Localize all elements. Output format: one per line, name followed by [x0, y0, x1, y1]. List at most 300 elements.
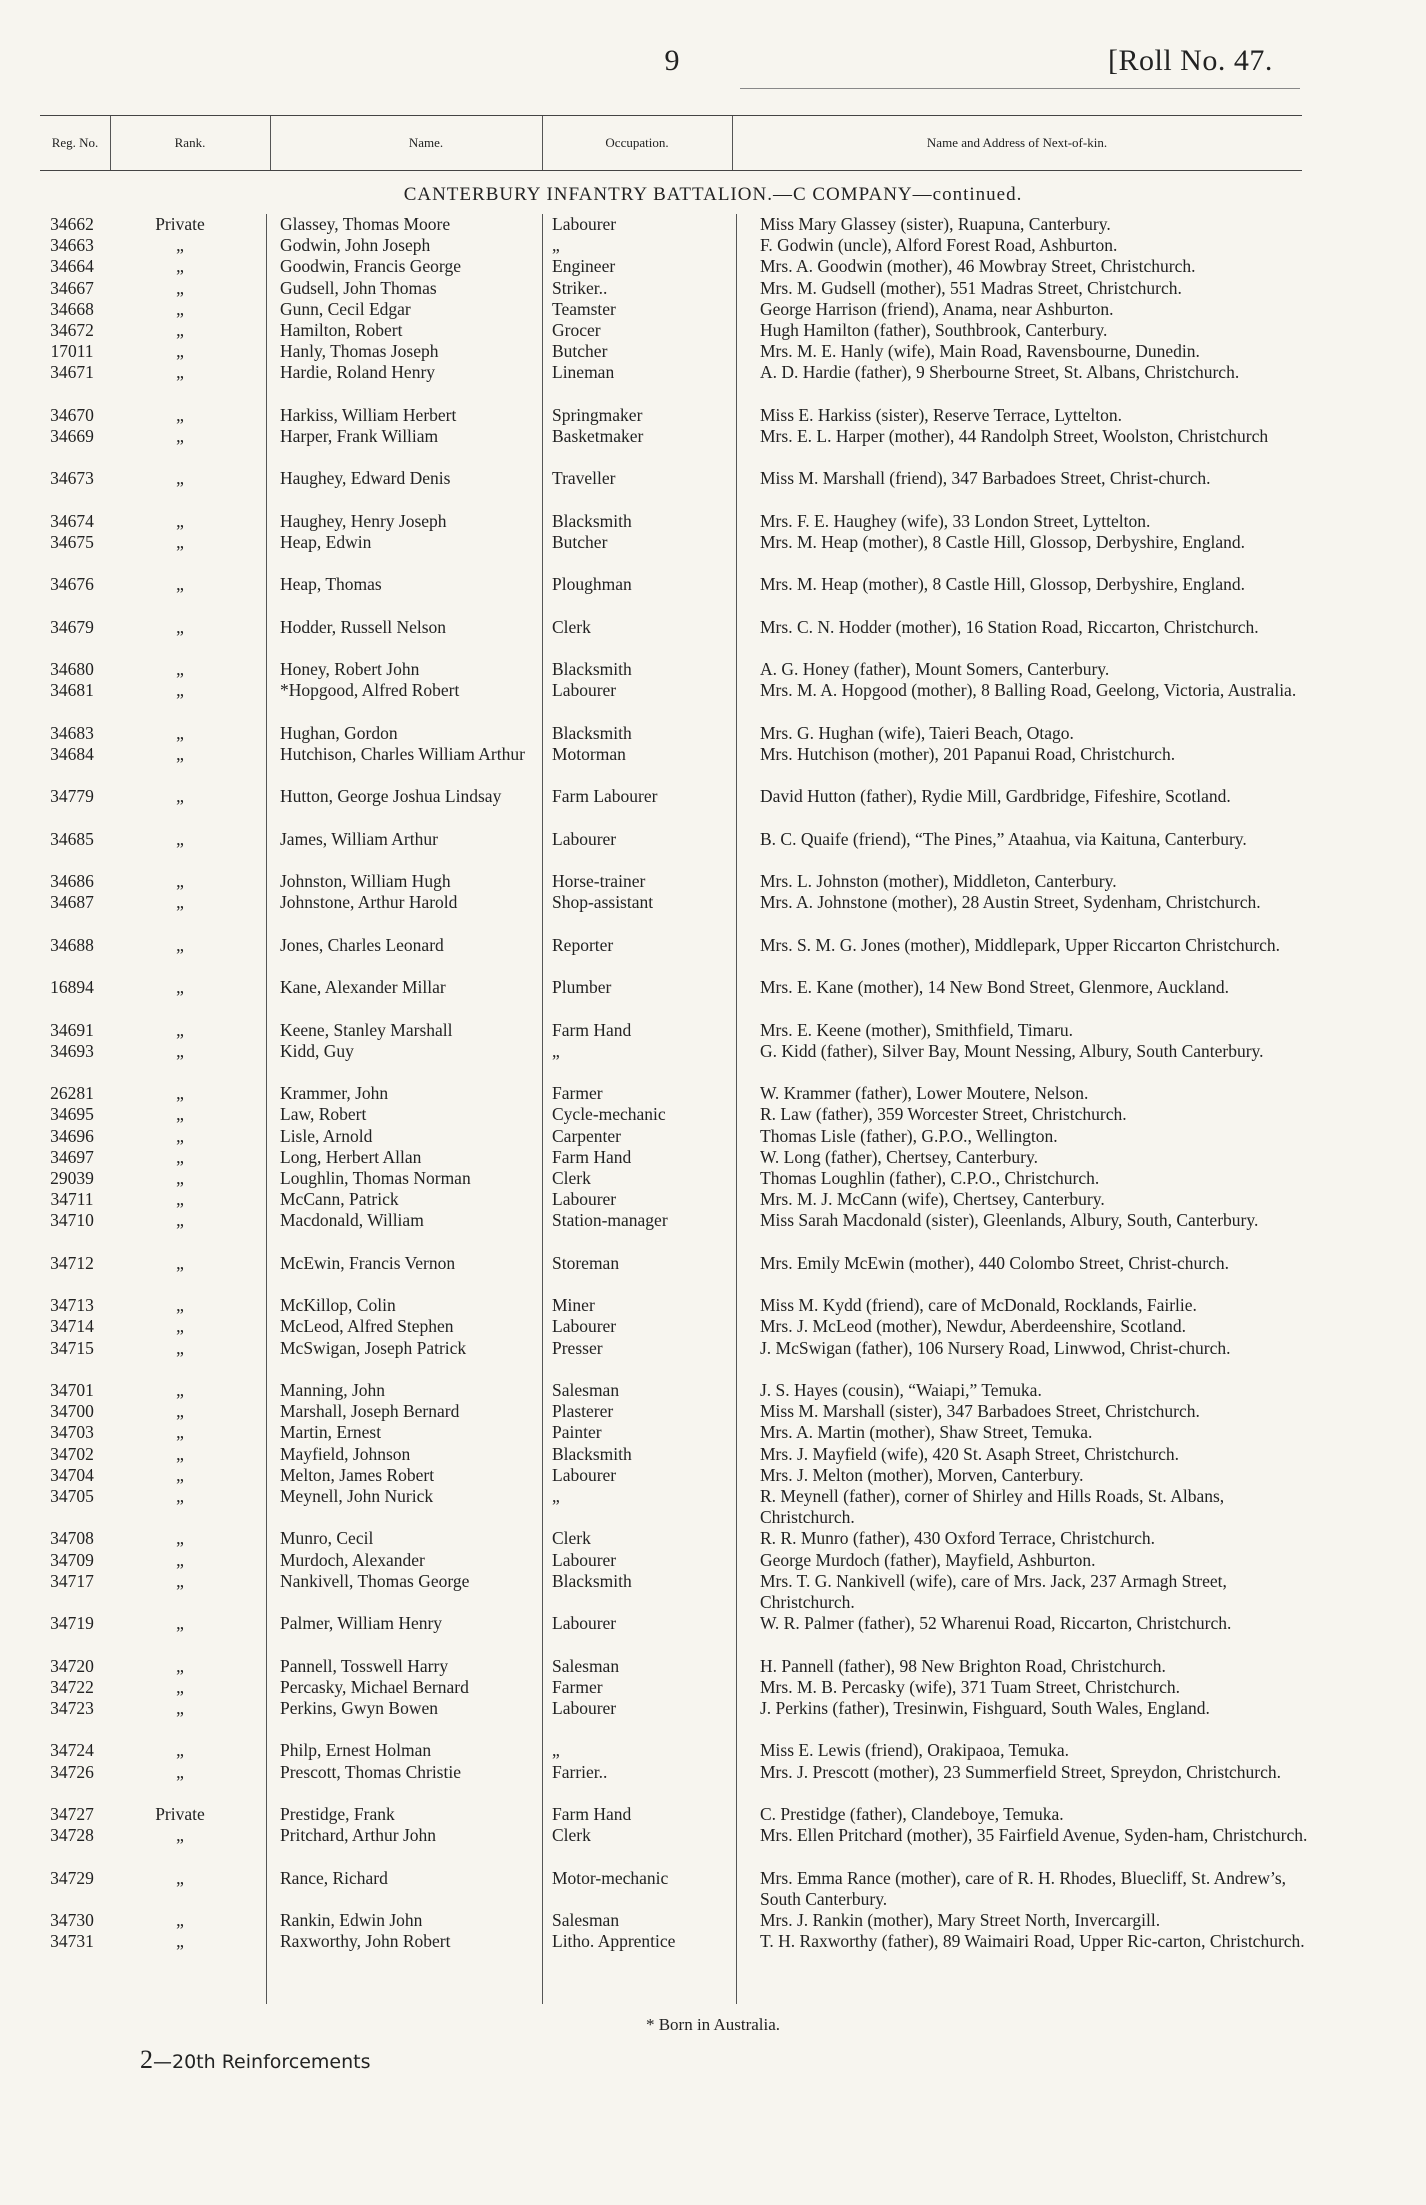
occupation: Blacksmith [552, 1443, 632, 1464]
column-header-row [40, 115, 1302, 171]
table-row [0, 1104, 1426, 1125]
occupation: Lineman [552, 362, 615, 383]
table-row [0, 723, 1426, 744]
occupation: Grocer [552, 320, 601, 340]
reg-number: 34727 [50, 1804, 94, 1824]
soldier-name: Kane, Alexander Millar [280, 977, 446, 998]
next-of-kin: J. S. Hayes (cousin), “Waiapi,” Temuka. [760, 1380, 1042, 1400]
rank: „ [176, 1867, 184, 1888]
next-of-kin: Miss M. Marshall (friend), 347 Barbadoes Street, Christ-church. [760, 468, 1211, 489]
table-row [0, 617, 1426, 659]
reg-number: 34680 [50, 659, 94, 680]
rank: „ [176, 1825, 184, 1846]
table-row [0, 1550, 1426, 1571]
reg-number: 34710 [50, 1210, 94, 1231]
soldier-name: Gunn, Cecil Edgar [280, 298, 411, 319]
next-of-kin: Thomas Loughlin (father), C.P.O., Christchurch. [760, 1168, 1100, 1188]
next-of-kin: W. Krammer (father), Lower Moutere, Nelson. [760, 1083, 1089, 1104]
reg-number: 34672 [50, 320, 94, 340]
occupation: Labourer [552, 1698, 617, 1718]
rank: „ [176, 1740, 184, 1761]
occupation: Labourer [552, 1316, 617, 1337]
reg-number: 34704 [50, 1464, 94, 1485]
soldier-name: Long, Herbert Allan [280, 1146, 422, 1167]
next-of-kin: Mrs. F. E. Haughey (wife), 33 London Street, Lyttelton. [760, 510, 1151, 531]
occupation: Clerk [552, 1825, 591, 1846]
next-of-kin: George Murdoch (father), Mayfield, Ashburton. [760, 1549, 1096, 1570]
reg-number: 34714 [50, 1316, 94, 1337]
occupation: Horse-trainer [552, 871, 646, 892]
next-of-kin: W. Long (father), Chertsey, Canterbury. [760, 1146, 1038, 1167]
reg-number: 34715 [50, 1337, 94, 1358]
soldier-name: Pannell, Tosswell Harry [280, 1655, 449, 1676]
col-name: Name. [408, 135, 444, 150]
occupation: Salesman [552, 1910, 620, 1930]
next-of-kin: J. Perkins (father), Tresinwin, Fishguard, South Wales, England. [760, 1698, 1210, 1718]
printer-imprint [140, 2045, 371, 2075]
next-of-kin: Mrs. A. Martin (mother), Shaw Street, Temuka. [760, 1422, 1093, 1443]
occupation: Labourer [552, 1464, 617, 1485]
soldier-name: Manning, John [280, 1380, 385, 1400]
soldier-name: McSwigan, Joseph Patrick [280, 1337, 467, 1358]
table-row [0, 829, 1426, 871]
reg-number: 34663 [50, 235, 94, 256]
rank: „ [176, 1464, 184, 1485]
soldier-name: Jones, Charles Leonard [280, 934, 444, 955]
reg-number: 34667 [50, 277, 94, 298]
next-of-kin: R. Law (father), 359 Worcester Street, Christchurch. [760, 1104, 1127, 1125]
rank: „ [176, 722, 184, 743]
occupation: Painter [552, 1422, 602, 1443]
rank: „ [176, 1613, 184, 1634]
reg-number: 34669 [50, 426, 94, 446]
reg-number: 34670 [50, 404, 94, 425]
table-row [0, 1253, 1426, 1295]
next-of-kin: Miss Sarah Macdonald (sister), Gleenlands, Albury, South, Canterbury. [760, 1210, 1259, 1231]
rank: „ [176, 256, 184, 277]
next-of-kin: Mrs. T. G. Nankivell (wife), care of Mrs. Jack, 237 Armagh Street, Christchurch. [760, 1570, 1227, 1612]
next-of-kin: Miss M. Marshall (sister), 347 Barbadoes Street, Christchurch. [760, 1401, 1200, 1422]
next-of-kin: Mrs. E. Keene (mother), Smithfield, Timaru. [760, 1019, 1074, 1040]
table-row [0, 1613, 1426, 1655]
reg-number: 34675 [50, 532, 94, 552]
reg-number: 34691 [50, 1019, 94, 1040]
next-of-kin: J. McSwigan (father), 106 Nursery Road, Linwwod, Christ-church. [760, 1337, 1231, 1358]
occupation: Salesman [552, 1655, 620, 1676]
reg-number: 34664 [50, 256, 94, 277]
table-row [0, 1020, 1426, 1041]
footnote: * Born in Australia. [645, 2015, 781, 2034]
table-row [0, 1740, 1426, 1761]
soldier-name: Pritchard, Arthur John [280, 1825, 437, 1846]
soldier-name: James, William Arthur [280, 828, 438, 849]
next-of-kin: Mrs. M. A. Hopgood (mother), 8 Balling Road, Geelong, Victoria, Australia. [760, 680, 1297, 701]
reg-number: 34700 [50, 1401, 94, 1422]
table-row [0, 426, 1426, 468]
occupation: Cycle-mechanic [552, 1104, 666, 1125]
occupation: Station-manager [552, 1210, 668, 1231]
table-row [0, 659, 1426, 680]
occupation: „ [552, 1040, 560, 1061]
soldier-name: Loughlin, Thomas Norman [280, 1168, 471, 1188]
reg-number: 34724 [50, 1740, 94, 1761]
rank: Private [155, 214, 205, 234]
rank: „ [176, 616, 184, 637]
rank: „ [176, 532, 184, 552]
next-of-kin: Miss E. Harkiss (sister), Reserve Terrace, Lyttelton. [760, 404, 1122, 425]
soldier-name: Rance, Richard [280, 1867, 388, 1888]
reg-number: 34662 [50, 214, 94, 234]
next-of-kin: Miss Mary Glassey (sister), Ruapuna, Canterbury. [760, 214, 1111, 234]
rank: „ [176, 277, 184, 298]
table-row [0, 1422, 1426, 1443]
rank: „ [176, 1931, 184, 1952]
rank: „ [176, 1019, 184, 1040]
reg-number: 34719 [50, 1613, 94, 1634]
table-row [0, 1168, 1426, 1189]
next-of-kin: G. Kidd (father), Silver Bay, Mount Nessing, Albury, South Canterbury. [760, 1040, 1264, 1061]
rank: „ [176, 1316, 184, 1337]
table-row [0, 574, 1426, 616]
table-row [0, 1528, 1426, 1549]
next-of-kin: Miss E. Lewis (friend), Orakipaoa, Temuka. [760, 1740, 1069, 1761]
next-of-kin: A. G. Honey (father), Mount Somers, Canterbury. [760, 659, 1110, 680]
table-row [0, 871, 1426, 892]
next-of-kin: R. Meynell (father), corner of Shirley and Hills Roads, St. Albans, Christchurch. [760, 1486, 1225, 1527]
soldier-name: Hanly, Thomas Joseph [280, 341, 439, 362]
soldier-name: Marshall, Joseph Bernard [280, 1401, 460, 1422]
table-row [0, 256, 1426, 277]
rank: „ [176, 828, 184, 849]
rank: „ [176, 1422, 184, 1443]
occupation: Labourer [552, 214, 617, 234]
table-row [0, 468, 1426, 510]
soldier-name: Munro, Cecil [280, 1528, 374, 1549]
soldier-name: Murdoch, Alexander [280, 1549, 425, 1570]
soldier-name: Mayfield, Johnson [280, 1443, 411, 1464]
next-of-kin: Mrs. A. Johnstone (mother), 28 Austin Street, Sydenham, Christchurch. [760, 892, 1261, 913]
table-row [0, 1444, 1426, 1465]
occupation: Labourer [552, 1189, 617, 1210]
soldier-name: Heap, Edwin [280, 532, 372, 552]
rank: „ [176, 1761, 184, 1782]
occupation: Teamster [552, 298, 616, 319]
occupation: Engineer [552, 256, 616, 277]
table-row [0, 1338, 1426, 1380]
table-row [0, 1316, 1426, 1337]
rank: „ [176, 680, 184, 701]
occupation: Farm Hand [552, 1019, 632, 1040]
soldier-name: Johnston, William Hugh [280, 871, 451, 892]
next-of-kin: Mrs. C. N. Hodder (mother), 16 Station Road, Riccarton, Christchurch. [760, 616, 1259, 637]
occupation: Plasterer [552, 1401, 614, 1422]
reg-number: 34709 [50, 1549, 94, 1570]
reg-number: 34685 [50, 828, 94, 849]
next-of-kin: Miss M. Kydd (friend), care of McDonald, Rocklands, Fairlie. [760, 1295, 1197, 1316]
occupation: Labourer [552, 828, 617, 849]
next-of-kin: George Harrison (friend), Anama, near Ashburton. [760, 298, 1114, 319]
rank: „ [176, 404, 184, 425]
reg-number: 34683 [50, 722, 94, 743]
col-reg-no: Reg. No. [51, 135, 99, 150]
next-of-kin: Mrs. J. McLeod (mother), Newdur, Aberdeenshire, Scotland. [760, 1316, 1186, 1337]
reg-number: 16894 [50, 977, 94, 998]
reg-number: 34702 [50, 1443, 94, 1464]
rank: „ [176, 1910, 184, 1930]
soldier-name: Harkiss, William Herbert [280, 404, 457, 425]
soldier-name: Heap, Thomas [280, 574, 382, 595]
reg-number: 34705 [50, 1486, 94, 1506]
next-of-kin: Mrs. Emily McEwin (mother), 440 Colombo Street, Christ-church. [760, 1252, 1230, 1273]
rank: „ [176, 341, 184, 362]
soldier-name: Johnstone, Arthur Harold [280, 892, 458, 913]
reg-number: 34722 [50, 1676, 94, 1697]
roll-number: [Roll No. 47. [1108, 44, 1273, 77]
soldier-name: McKillop, Colin [280, 1295, 396, 1316]
rank: „ [176, 1040, 184, 1061]
table-row [0, 1804, 1426, 1825]
next-of-kin: R. R. Munro (father), 430 Oxford Terrace, Christchurch. [760, 1528, 1156, 1549]
next-of-kin: Mrs. Emma Rance (mother), care of R. H. Rhodes, Bluecliff, St. Andrew’s, South Canterbury. [760, 1867, 1287, 1909]
next-of-kin: F. Godwin (uncle), Alford Forest Road, Ashburton. [760, 235, 1118, 256]
soldier-name: Hutchison, Charles William Arthur [280, 744, 525, 764]
rank: „ [176, 1083, 184, 1104]
rank: „ [176, 1401, 184, 1422]
table-row [0, 1698, 1426, 1740]
reg-number: 34717 [50, 1570, 94, 1591]
soldier-name: Perkins, Gwyn Bowen [280, 1698, 438, 1718]
table-row [0, 235, 1426, 256]
rank: „ [176, 1655, 184, 1676]
table-row [0, 1486, 1426, 1528]
rank: „ [176, 786, 184, 807]
next-of-kin: Mrs. M. E. Hanly (wife), Main Road, Ravensbourne, Dunedin. [760, 341, 1200, 362]
soldier-name: *Hopgood, Alfred Robert [280, 680, 460, 701]
soldier-name: Percasky, Michael Bernard [280, 1676, 469, 1697]
soldier-name: Palmer, William Henry [280, 1613, 443, 1634]
rank: „ [176, 977, 184, 998]
table-row [0, 744, 1426, 786]
occupation: Litho. Apprentice [552, 1931, 676, 1952]
reg-number: 34674 [50, 510, 94, 531]
table-row [0, 511, 1426, 532]
next-of-kin: Mrs. L. Johnston (mother), Middleton, Canterbury. [760, 871, 1117, 892]
soldier-name: Lisle, Arnold [280, 1125, 373, 1146]
rank: „ [176, 934, 184, 955]
reg-number: 34703 [50, 1422, 94, 1443]
table-row [0, 1931, 1426, 1973]
next-of-kin: Mrs. E. Kane (mother), 14 New Bond Street, Glenmore, Auckland. [760, 977, 1229, 998]
table-row [0, 935, 1426, 977]
table-row [0, 977, 1426, 1019]
next-of-kin: A. D. Hardie (father), 9 Sherbourne Street, St. Albans, Christchurch. [760, 362, 1240, 383]
reg-number: 34723 [50, 1698, 94, 1718]
reg-number: 34695 [50, 1104, 94, 1125]
occupation: Butcher [552, 341, 608, 362]
soldier-name: Haughey, Edward Denis [280, 468, 451, 489]
occupation: Farm Hand [552, 1804, 632, 1824]
rank: „ [176, 1189, 184, 1210]
soldier-name: McLeod, Alfred Stephen [280, 1316, 454, 1337]
rank: „ [176, 1104, 184, 1125]
next-of-kin: Mrs. A. Goodwin (mother), 46 Mowbray Street, Christchurch. [760, 256, 1196, 277]
reg-number: 34779 [50, 786, 94, 807]
table-row [0, 532, 1426, 574]
occupation: Farmer [552, 1083, 603, 1104]
occupation: Farrier.. [552, 1761, 608, 1782]
soldier-name: Prescott, Thomas Christie [280, 1761, 461, 1782]
next-of-kin: Mrs. M. Heap (mother), 8 Castle Hill, Glossop, Derbyshire, England. [760, 532, 1246, 552]
occupation: Reporter [552, 934, 614, 955]
rank: „ [176, 1168, 184, 1188]
rank: „ [176, 1570, 184, 1591]
page-number: 9 [664, 44, 680, 77]
next-of-kin: Mrs. J. Mayfield (wife), 420 St. Asaph Street, Christchurch. [760, 1443, 1179, 1464]
table-row [0, 1126, 1426, 1147]
next-of-kin: Thomas Lisle (father), G.P.O., Wellington. [760, 1125, 1058, 1146]
soldier-name: Hughan, Gordon [280, 722, 398, 743]
reg-number: 34684 [50, 744, 94, 764]
next-of-kin: H. Pannell (father), 98 New Brighton Road, Christchurch. [760, 1655, 1166, 1676]
reg-number: 34713 [50, 1295, 94, 1316]
occupation: Clerk [552, 1168, 591, 1188]
next-of-kin: Mrs. J. Prescott (mother), 23 Summerfield Street, Spreydon, Christchurch. [760, 1761, 1282, 1782]
table-row [0, 1401, 1426, 1422]
reg-number: 34729 [50, 1867, 94, 1888]
rank: „ [176, 1528, 184, 1549]
table-row [0, 1210, 1426, 1252]
rank: „ [176, 1337, 184, 1358]
rank: „ [176, 426, 184, 446]
reg-number: 17011 [50, 341, 94, 362]
occupation: Blacksmith [552, 659, 632, 680]
reg-number: 34731 [50, 1931, 94, 1952]
soldier-name: Haughey, Henry Joseph [280, 510, 447, 531]
occupation: Carpenter [552, 1125, 621, 1146]
reg-number: 34673 [50, 468, 94, 489]
rank: „ [176, 871, 184, 892]
next-of-kin: Mrs. G. Hughan (wife), Taieri Beach, Otago. [760, 722, 1074, 743]
reg-number: 34679 [50, 616, 94, 637]
occupation: „ [552, 1486, 560, 1506]
occupation: Butcher [552, 532, 608, 552]
reg-number: 34671 [50, 362, 94, 383]
soldier-name: Macdonald, William [280, 1210, 424, 1231]
soldier-name: Hutton, George Joshua Lindsay [280, 786, 502, 807]
reg-number: 34726 [50, 1761, 94, 1782]
table-row [0, 1825, 1426, 1867]
table-row [0, 1083, 1426, 1104]
next-of-kin: Mrs. J. Rankin (mother), Mary Street North, Invercargill. [760, 1910, 1161, 1930]
roster-table [0, 214, 1426, 2004]
reg-number: 34676 [50, 574, 94, 595]
soldier-name: Prestidge, Frank [280, 1804, 395, 1824]
next-of-kin: Mrs. M. J. McCann (wife), Chertsey, Canterbury. [760, 1189, 1105, 1210]
occupation: Farmer [552, 1676, 603, 1697]
reg-number: 34696 [50, 1125, 94, 1146]
table-row [0, 1868, 1426, 1910]
table-row [0, 892, 1426, 934]
reg-number: 29039 [50, 1168, 94, 1188]
occupation: Motorman [552, 744, 626, 764]
rank: „ [176, 1443, 184, 1464]
table-row [0, 299, 1426, 320]
reg-number: 34711 [50, 1189, 94, 1210]
soldier-name: Kidd, Guy [280, 1040, 354, 1061]
rank: „ [176, 1252, 184, 1273]
imprint-text: —20th Reinforcements [153, 2051, 371, 2073]
occupation: Labourer [552, 1613, 617, 1634]
rank: „ [176, 510, 184, 531]
rank: Private [155, 1804, 205, 1824]
occupation: Salesman [552, 1380, 620, 1400]
table-row [0, 1147, 1426, 1168]
table-row [0, 680, 1426, 722]
next-of-kin: Mrs. Ellen Pritchard (mother), 35 Fairfield Avenue, Syden-ham, Christchurch. [760, 1825, 1308, 1846]
soldier-name: McCann, Patrick [280, 1189, 399, 1210]
col-next-of-kin: Name and Address of Next-of-kin. [926, 135, 1108, 150]
soldier-name: Krammer, John [280, 1083, 389, 1104]
next-of-kin: Mrs. M. Heap (mother), 8 Castle Hill, Glossop, Derbyshire, England. [760, 574, 1246, 595]
occupation: Striker.. [552, 277, 608, 298]
table-row [0, 1571, 1426, 1613]
next-of-kin: T. H. Raxworthy (father), 89 Waimairi Road, Upper Ric-carton, Christchurch. [760, 1931, 1305, 1952]
occupation: Blacksmith [552, 722, 632, 743]
reg-number: 34697 [50, 1146, 94, 1167]
occupation: Farm Hand [552, 1146, 632, 1167]
table-row [0, 362, 1426, 404]
occupation: Plumber [552, 977, 612, 998]
soldier-name: Glassey, Thomas Moore [280, 214, 451, 234]
rank: „ [176, 1125, 184, 1146]
table-row [0, 1189, 1426, 1210]
table-row [0, 1656, 1426, 1677]
soldier-name: Martin, Ernest [280, 1422, 382, 1443]
rank: „ [176, 1210, 184, 1231]
reg-number: 34708 [50, 1528, 94, 1549]
next-of-kin: B. C. Quaife (friend), “The Pines,” Ataahua, via Kaituna, Canterbury. [760, 828, 1247, 849]
reg-number: 34686 [50, 871, 94, 892]
soldier-name: Hodder, Russell Nelson [280, 616, 447, 637]
top-rule [740, 88, 1300, 89]
rank: „ [176, 1486, 184, 1506]
soldier-name: Nankivell, Thomas George [280, 1570, 470, 1591]
soldier-name: Raxworthy, John Robert [280, 1931, 451, 1952]
occupation: Motor-mechanic [552, 1867, 669, 1888]
occupation: Traveller [552, 468, 616, 489]
soldier-name: Philp, Ernest Holman [280, 1740, 432, 1761]
table-row [0, 1762, 1426, 1804]
reg-number: 34688 [50, 934, 94, 955]
occupation: Labourer [552, 1549, 617, 1570]
reg-number: 34687 [50, 892, 94, 913]
section-title: CANTERBURY INFANTRY BATTALION.—C COMPANY—continued. [403, 184, 1023, 205]
table-row [0, 278, 1426, 299]
rank: „ [176, 362, 184, 383]
soldier-name: Meynell, John Nurick [280, 1486, 434, 1506]
rank: „ [176, 892, 184, 913]
soldier-name: Hamilton, Robert [280, 320, 403, 340]
col-rank: Rank. [174, 135, 206, 150]
soldier-name: McEwin, Francis Vernon [280, 1252, 456, 1273]
occupation: Storeman [552, 1252, 620, 1273]
soldier-name: Gudsell, John Thomas [280, 277, 437, 298]
occupation: Labourer [552, 680, 617, 701]
next-of-kin: Mrs. M. Gudsell (mother), 551 Madras Street, Christchurch. [760, 277, 1182, 298]
soldier-name: Goodwin, Francis George [280, 256, 461, 277]
rank: „ [176, 1698, 184, 1718]
reg-number: 34728 [50, 1825, 94, 1846]
